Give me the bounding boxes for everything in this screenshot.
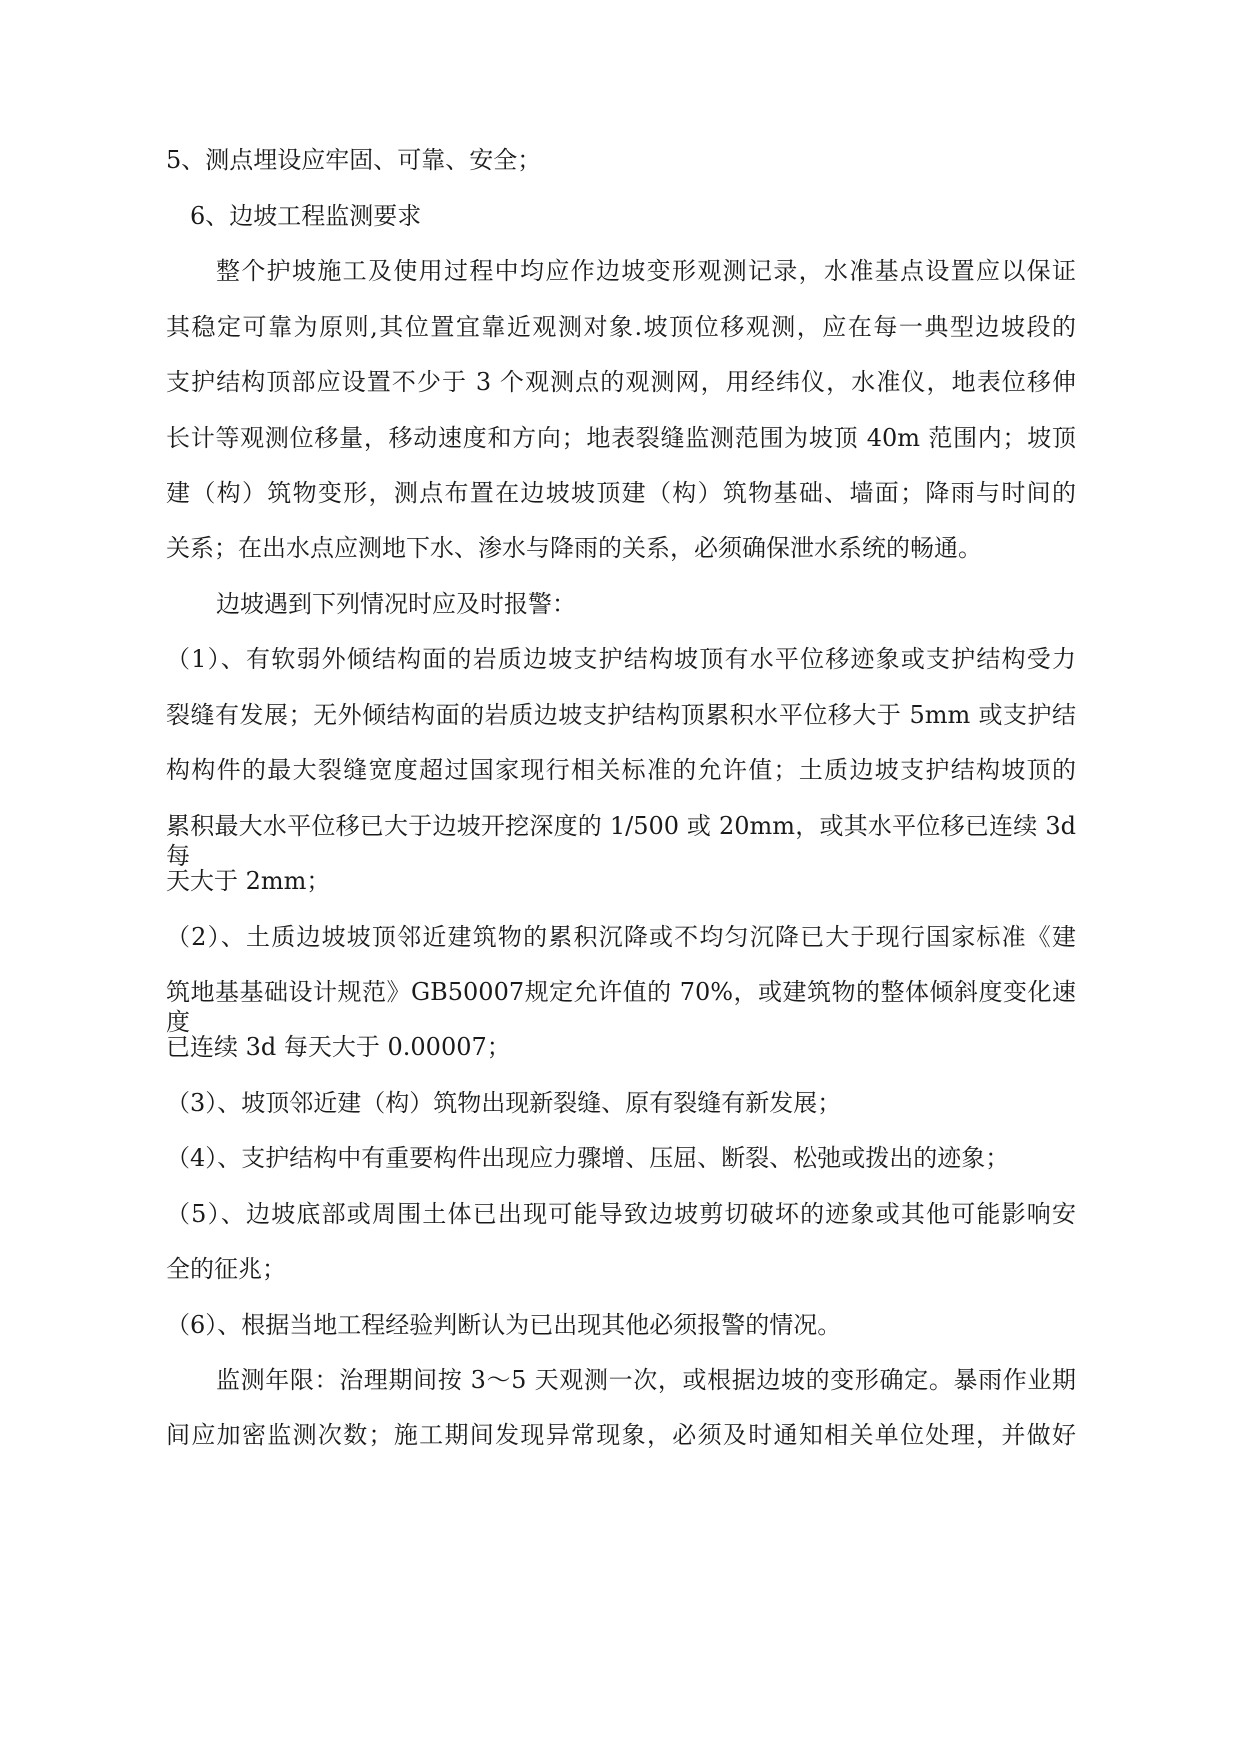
alarm-item-1: 天大于 2mm； [166,867,331,895]
alarm-item-4: （4）、支护结构中有重要构件出现应力骤增、压屈、断裂、松弛或拨出的迹象； [166,1144,1010,1172]
alarm-item-1: 构构件的最大裂缝宽度超过国家现行相关标准的允许值；土质边坡支护结构坡顶的 [166,756,1076,784]
alarm-item-6: （6）、根据当地工程经验判断认为已出现其他必须报警的情况。 [166,1311,842,1339]
alarm-item-2: （2）、土质边坡坡顶邻近建筑物的累积沉降或不均匀沉降已大于现行国家标准《建 [166,923,1076,951]
paragraph-line: 建（构）筑物变形，测点布置在边坡坡顶建（构）筑物基础、墙面；降雨与时间的 [166,479,1076,507]
alarm-item-2: 筑地基基础设计规范》GB50007规定允许值的 70%，或建筑物的整体倾斜度变化速度 [166,978,1076,1036]
item-5-text: 5、测点埋设应牢固、可靠、安全； [166,146,542,174]
paragraph-line: 长计等观测位移量，移动速度和方向；地表裂缝监测范围为坡顶 40m 范围内；坡顶 [166,424,1076,452]
alarm-item-1: （1）、有软弱外倾结构面的岩质边坡支护结构坡顶有水平位移迹象或支护结构受力 [166,645,1076,673]
paragraph-line: 支护结构顶部应设置不少于 3 个观测点的观测网，用经纬仪，水准仪，地表位移伸 [166,368,1076,396]
alarm-intro: 边坡遇到下列情况时应及时报警： [216,590,576,618]
paragraph-line: 其稳定可靠为原则,其位置宜靠近观测对象.坡顶位移观测，应在每一典型边坡段的 [166,313,1076,341]
alarm-item-5: 全的征兆； [166,1255,286,1283]
alarm-item-2: 已连续 3d 每天大于 0.00007； [166,1033,511,1061]
monitoring-period: 间应加密监测次数；施工期间发现异常现象，必须及时通知相关单位处理，并做好 [166,1421,1076,1449]
alarm-item-5: （5）、边坡底部或周围土体已出现可能导致边坡剪切破坏的迹象或其他可能影响安 [166,1200,1076,1228]
monitoring-period: 监测年限：治理期间按 3～5 天观测一次，或根据边坡的变形确定。暴雨作业期 [216,1366,1076,1394]
alarm-item-1: 裂缝有发展；无外倾结构面的岩质边坡支护结构顶累积水平位移大于 5mm 或支护结 [166,701,1076,729]
paragraph-line: 整个护坡施工及使用过程中均应作边坡变形观测记录，水准基点设置应以保证 [216,257,1076,285]
alarm-item-1: 累积最大水平位移已大于边坡开挖深度的 1/500 或 20mm，或其水平位移已连续 3d 每 [166,812,1076,870]
section-heading: 6、边坡工程监测要求 [190,202,422,230]
paragraph-line: 关系；在出水点应测地下水、渗水与降雨的关系，必须确保泄水系统的畅通。 [166,534,982,562]
alarm-item-3: （3）、坡顶邻近建（构）筑物出现新裂缝、原有裂缝有新发展； [166,1089,842,1117]
